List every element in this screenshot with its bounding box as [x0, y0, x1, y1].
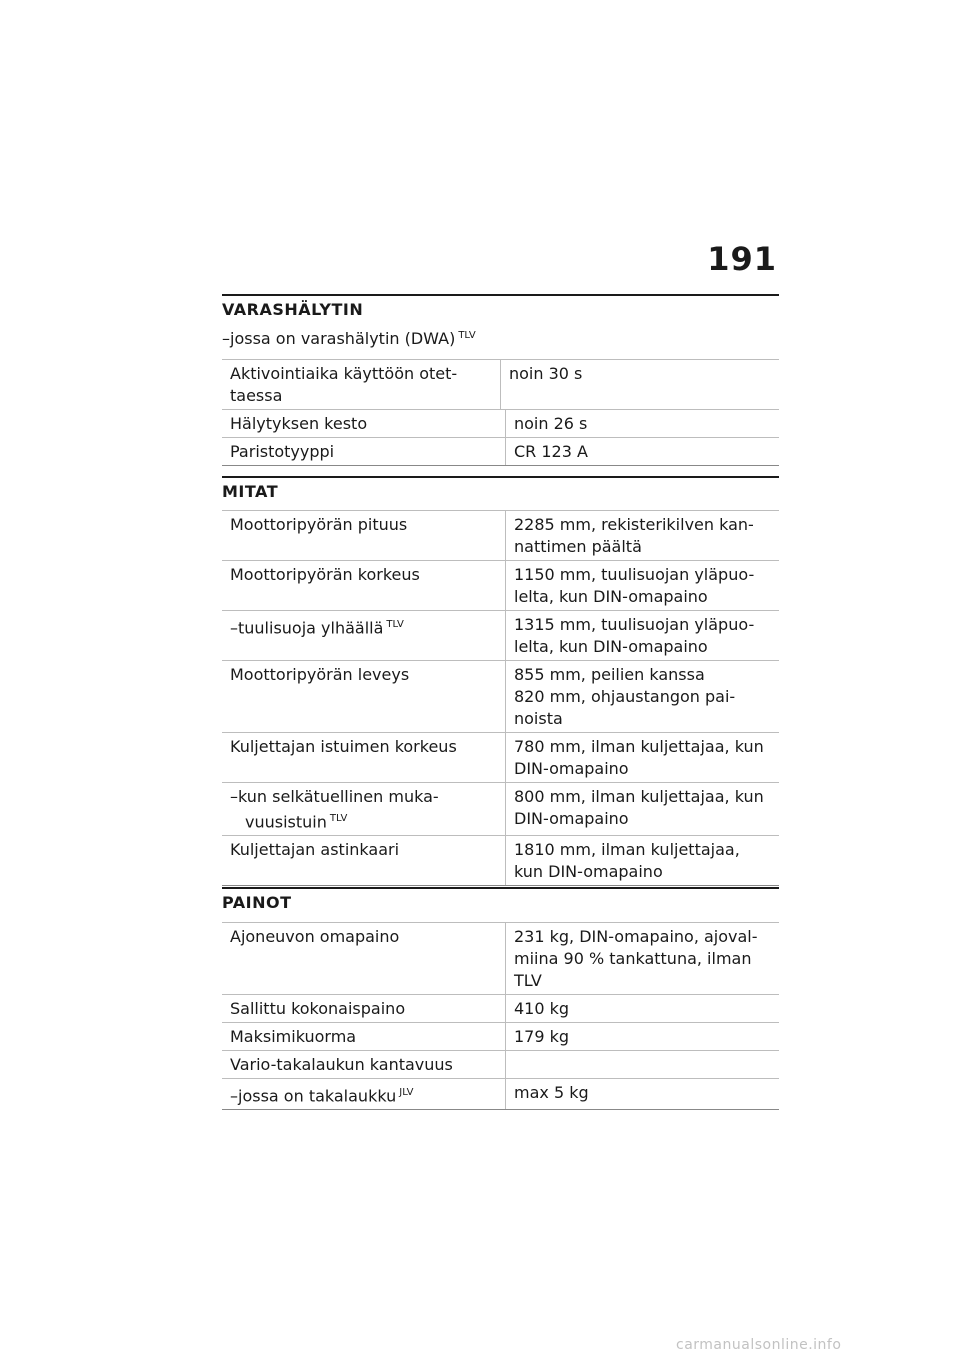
- table-row: [222, 610, 779, 660]
- table-row: [222, 732, 779, 782]
- row-value: 1315 mm, tuulisuojan yläpuo-lelta, kun DIN-omapaino: [514, 615, 755, 656]
- row-value: 231 kg, DIN-omapaino, ajoval-miina 90 % tankattuna, ilman TLV: [514, 927, 758, 990]
- row-label: Moottoripyörän korkeus: [222, 561, 506, 610]
- row-label: Vario-takalaukun kantavuus: [222, 1051, 506, 1078]
- row-value: 2285 mm, rekisterikilven kan-nattimen päältä: [514, 515, 754, 556]
- section-title: MITAT: [222, 476, 779, 501]
- table-row: [222, 994, 779, 1022]
- row-value: 855 mm, peilien kanssa 820 mm, ohjaustangon pai-noista: [514, 665, 736, 728]
- table-row: [222, 560, 779, 610]
- row-label: Moottoripyörän pituus: [222, 511, 506, 560]
- row-value: CR 123 A: [514, 442, 588, 461]
- row-value: [506, 1051, 779, 1078]
- row-value: noin 26 s: [514, 414, 588, 433]
- table-row: [222, 922, 779, 994]
- row-value: 410 kg: [514, 999, 570, 1018]
- section-title: VARASHÄLYTIN: [222, 294, 779, 319]
- table-row: [222, 359, 779, 409]
- row-label: –tuulisuoja ylhäällä $^{TLV}$: [222, 611, 506, 660]
- table-row: [222, 1050, 779, 1078]
- weights-table: [222, 922, 779, 1110]
- section-title: PAINOT: [222, 887, 779, 912]
- row-label: Hälytyksen kesto: [222, 410, 506, 437]
- dimensions-table: [222, 510, 779, 886]
- row-label: Moottoripyörän leveys: [222, 661, 506, 732]
- section-intro: –jossa on varashälytin (DWA) $^{TLV}$: [222, 329, 476, 348]
- table-row: [222, 510, 779, 560]
- table-row: [222, 835, 779, 885]
- row-label: Kuljettajan istuimen korkeus: [222, 733, 506, 782]
- section-mitat: [222, 476, 779, 501]
- section-varashalytin: [222, 294, 779, 348]
- row-label: Sallittu kokonaispaino: [222, 995, 506, 1022]
- table-row: [222, 409, 779, 437]
- row-value: 780 mm, ilman kuljettajaa, kun DIN-omapaino: [514, 737, 764, 778]
- watermark: carmanualsonline.info: [676, 1337, 842, 1353]
- row-value: noin 30 s: [509, 364, 583, 383]
- row-label: Aktivointiaika käyttöön otet- taessa: [222, 360, 501, 409]
- row-value: max 5 kg: [514, 1083, 589, 1102]
- row-label: Maksimikuorma: [222, 1023, 506, 1050]
- table-row: [222, 1022, 779, 1050]
- row-label: –kun selkätuellinen muka- vuusistuin $^{TLV}$: [222, 783, 506, 835]
- row-label: Ajoneuvon omapaino: [222, 923, 506, 994]
- table-row: [222, 782, 779, 835]
- section-painot: [222, 887, 779, 912]
- alarm-table: [222, 359, 779, 466]
- row-value: 1810 mm, ilman kuljettajaa, kun DIN-omapaino: [514, 840, 740, 882]
- table-row: [222, 1078, 779, 1109]
- row-label: Paristotyyppi: [222, 438, 506, 465]
- row-label: Kuljettajan astinkaari: [222, 836, 506, 885]
- table-row: [222, 437, 779, 465]
- row-value: 179 kg: [514, 1027, 570, 1046]
- table-row: [222, 660, 779, 732]
- row-label: –jossa on takalaukku $^{JLV}$: [222, 1079, 506, 1109]
- page-number: 191: [707, 240, 777, 278]
- row-value: 1150 mm, tuulisuojan yläpuo-lelta, kun DIN-omapaino: [514, 565, 755, 606]
- row-value: 800 mm, ilman kuljettajaa, kun DIN-omapaino: [514, 787, 764, 828]
